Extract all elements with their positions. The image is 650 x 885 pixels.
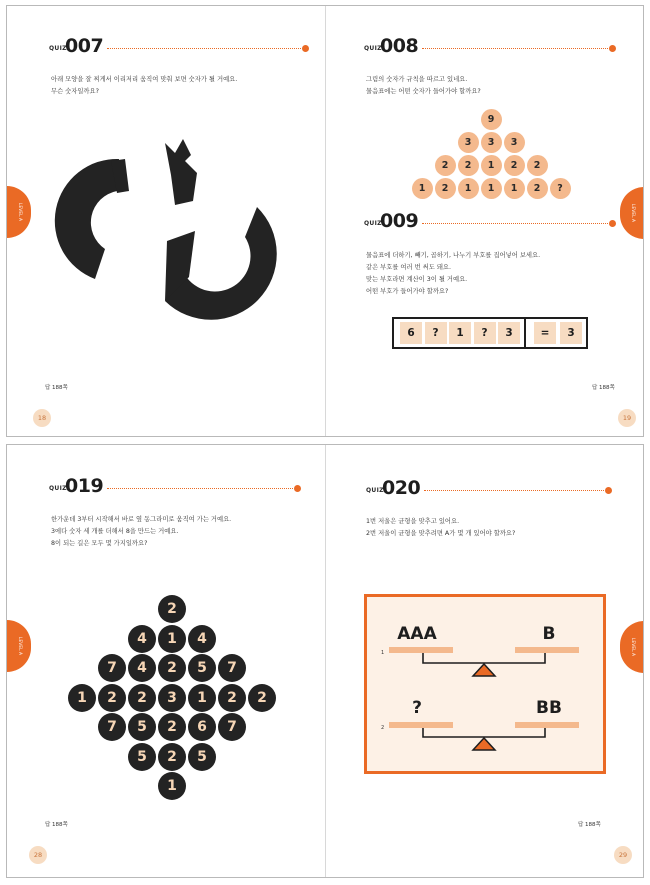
spread-bottom xyxy=(6,444,644,878)
pyramid-circle: 9 xyxy=(481,109,502,130)
diamond-circle: 4 xyxy=(128,654,156,682)
pyramid-circle: 1 xyxy=(412,178,433,199)
question-text: 한가운데 3부터 시작해서 바로 옆 동그라미로 움직여 가는 거예요. 3에다 숫자 세 개를 더해서 8을 만드는 거예요. 8이 되는 길은 모두 몇 가지일까요? xyxy=(51,516,232,547)
quiz-header-009 xyxy=(364,208,616,232)
diamond-circle: 4 xyxy=(188,625,216,653)
dotted-rule xyxy=(107,48,301,49)
result-cell: 3 xyxy=(560,322,582,344)
sequence-cell: 1 xyxy=(449,322,471,344)
quiz-label: QUIZ xyxy=(49,485,67,492)
quiz-label: QUIZ xyxy=(366,487,384,494)
page-number: 29 xyxy=(614,846,632,864)
diamond-circle: 1 xyxy=(158,772,186,800)
diamond-circle: 1 xyxy=(188,684,216,712)
pyramid-circle: 2 xyxy=(435,155,456,176)
diamond-circle: 7 xyxy=(218,713,246,741)
pyramid-circle: 3 xyxy=(504,132,525,153)
dotted-rule xyxy=(422,223,608,224)
c-shape-piece xyxy=(55,159,119,279)
pyramid-circle: ? xyxy=(550,178,571,199)
pyramid-circle: 1 xyxy=(458,178,479,199)
equals-cell: = xyxy=(534,322,556,344)
answer-ref: 답 188쪽 xyxy=(45,822,68,828)
quiz-header-007 xyxy=(49,33,309,57)
page-number: 19 xyxy=(618,409,636,427)
pyramid-circle: 2 xyxy=(527,155,548,176)
scale1-left-pan xyxy=(389,647,453,653)
quiz-header-020 xyxy=(366,475,612,499)
number-diamond xyxy=(7,445,325,878)
diamond-circle: 2 xyxy=(158,654,186,682)
quiz-label: QUIZ xyxy=(49,45,67,52)
scale2-fulcrum xyxy=(473,738,495,750)
diamond-circle: 2 xyxy=(158,743,186,771)
scale1-beam xyxy=(423,653,545,663)
diamond-circle: 5 xyxy=(128,743,156,771)
page-29 xyxy=(326,445,644,877)
diamond-circle: 2 xyxy=(98,684,126,712)
level-tab: LEVEL A xyxy=(620,187,644,239)
diamond-circle: 6 xyxy=(188,713,216,741)
scale1-index: 1 xyxy=(381,650,385,656)
quiz-number: 019 xyxy=(65,475,104,497)
sequence-box xyxy=(392,317,588,349)
quiz-number: 007 xyxy=(65,35,104,57)
page-28 xyxy=(7,445,325,877)
diamond-circle: 2 xyxy=(218,684,246,712)
diamond-circle: 2 xyxy=(158,595,186,623)
diamond-circle: 5 xyxy=(188,743,216,771)
scales-panel xyxy=(364,594,606,774)
pyramid-circle: 2 xyxy=(527,178,548,199)
quiz-label: QUIZ xyxy=(364,220,382,227)
scale1-fulcrum xyxy=(473,664,495,676)
scale2-left-pan xyxy=(389,722,453,728)
diamond-circle: 2 xyxy=(248,684,276,712)
diamond-circle: 2 xyxy=(128,684,156,712)
hook-shape-piece xyxy=(165,139,197,205)
diamond-circle: 1 xyxy=(68,684,96,712)
level-tab: LEVEL A xyxy=(7,620,31,672)
scale1-left-label: AAA xyxy=(397,624,437,644)
scale2-beam xyxy=(423,728,545,737)
quiz-number: 020 xyxy=(382,477,421,499)
sequence-cell: 6 xyxy=(400,322,422,344)
rule-end-dot xyxy=(609,220,616,227)
diamond-circle: 2 xyxy=(158,713,186,741)
page-19 xyxy=(326,6,644,436)
pyramid-circle: 3 xyxy=(458,132,479,153)
diamond-circle: 7 xyxy=(98,654,126,682)
pyramid-circle: 1 xyxy=(481,155,502,176)
sequence-divider xyxy=(524,319,526,347)
page-number: 28 xyxy=(29,846,47,864)
diamond-circle: 5 xyxy=(128,713,156,741)
sequence-cell: ? xyxy=(425,322,447,344)
level-tab: LEVEL A xyxy=(7,186,31,238)
diamond-circle: 3 xyxy=(158,684,186,712)
rule-end-dot xyxy=(302,45,309,52)
quiz-label: QUIZ xyxy=(364,45,382,52)
pyramid-circle: 2 xyxy=(504,155,525,176)
question-text: 1번 저울은 균형을 맞추고 있어요. 2번 저울이 균형을 맞추려면 A가 몇 개 있어야 할까요? xyxy=(366,518,516,537)
answer-ref: 답 188쪽 xyxy=(592,385,615,391)
spread-top xyxy=(6,5,644,437)
pyramid-circle: 2 xyxy=(458,155,479,176)
dotted-rule xyxy=(424,490,604,491)
sequence-cell: ? xyxy=(474,322,496,344)
diamond-circle: 7 xyxy=(218,654,246,682)
answer-ref: 답 188쪽 xyxy=(45,385,68,391)
question-text-009: 물음표에 더하기, 빼기, 곱하기, 나누기 부호를 집어넣어 보세요. 같은 부호를 여러 번 써도 돼요. 맞는 부호라면 계산이 3이 될 거예요. 어떤 부호가 들어가야 할까요? xyxy=(366,252,541,295)
quiz-number: 008 xyxy=(380,35,419,57)
scale2-right-label: BB xyxy=(536,698,562,718)
question-text: 아래 모양을 잘 찌게서 이리저리 움직여 맞춰 보면 숫자가 될 거예요. 무슨 숫자일까요? xyxy=(51,76,238,95)
puzzle-shapes xyxy=(47,131,307,331)
pyramid-circle: 3 xyxy=(481,132,502,153)
answer-ref: 답 188쪽 xyxy=(578,822,601,828)
scale1-right-label: B xyxy=(542,624,556,644)
diamond-circle: 5 xyxy=(188,654,216,682)
number-pyramid xyxy=(326,6,644,206)
pyramid-circle: 1 xyxy=(504,178,525,199)
question-text-008: 그림의 숫자가 규칙을 따르고 있네요. 물음표에는 어떤 숫자가 들어가야 할까요? xyxy=(366,76,481,95)
diamond-circle: 4 xyxy=(128,625,156,653)
sequence-cell: 3 xyxy=(498,322,520,344)
page-18 xyxy=(7,6,325,436)
scale2-left-label: ? xyxy=(412,698,422,718)
scale2-index: 2 xyxy=(381,725,385,731)
page-number: 18 xyxy=(33,409,51,427)
balance-scales xyxy=(367,597,603,771)
quiz-number: 009 xyxy=(380,210,419,232)
diamond-circle: 1 xyxy=(158,625,186,653)
level-tab: LEVEL A xyxy=(620,621,644,673)
scale2-right-pan xyxy=(515,722,579,728)
scale1-right-pan xyxy=(515,647,579,653)
diamond-circle: 7 xyxy=(98,713,126,741)
rule-end-dot xyxy=(605,487,612,494)
pyramid-circle: 1 xyxy=(481,178,502,199)
pyramid-circle: 2 xyxy=(435,178,456,199)
